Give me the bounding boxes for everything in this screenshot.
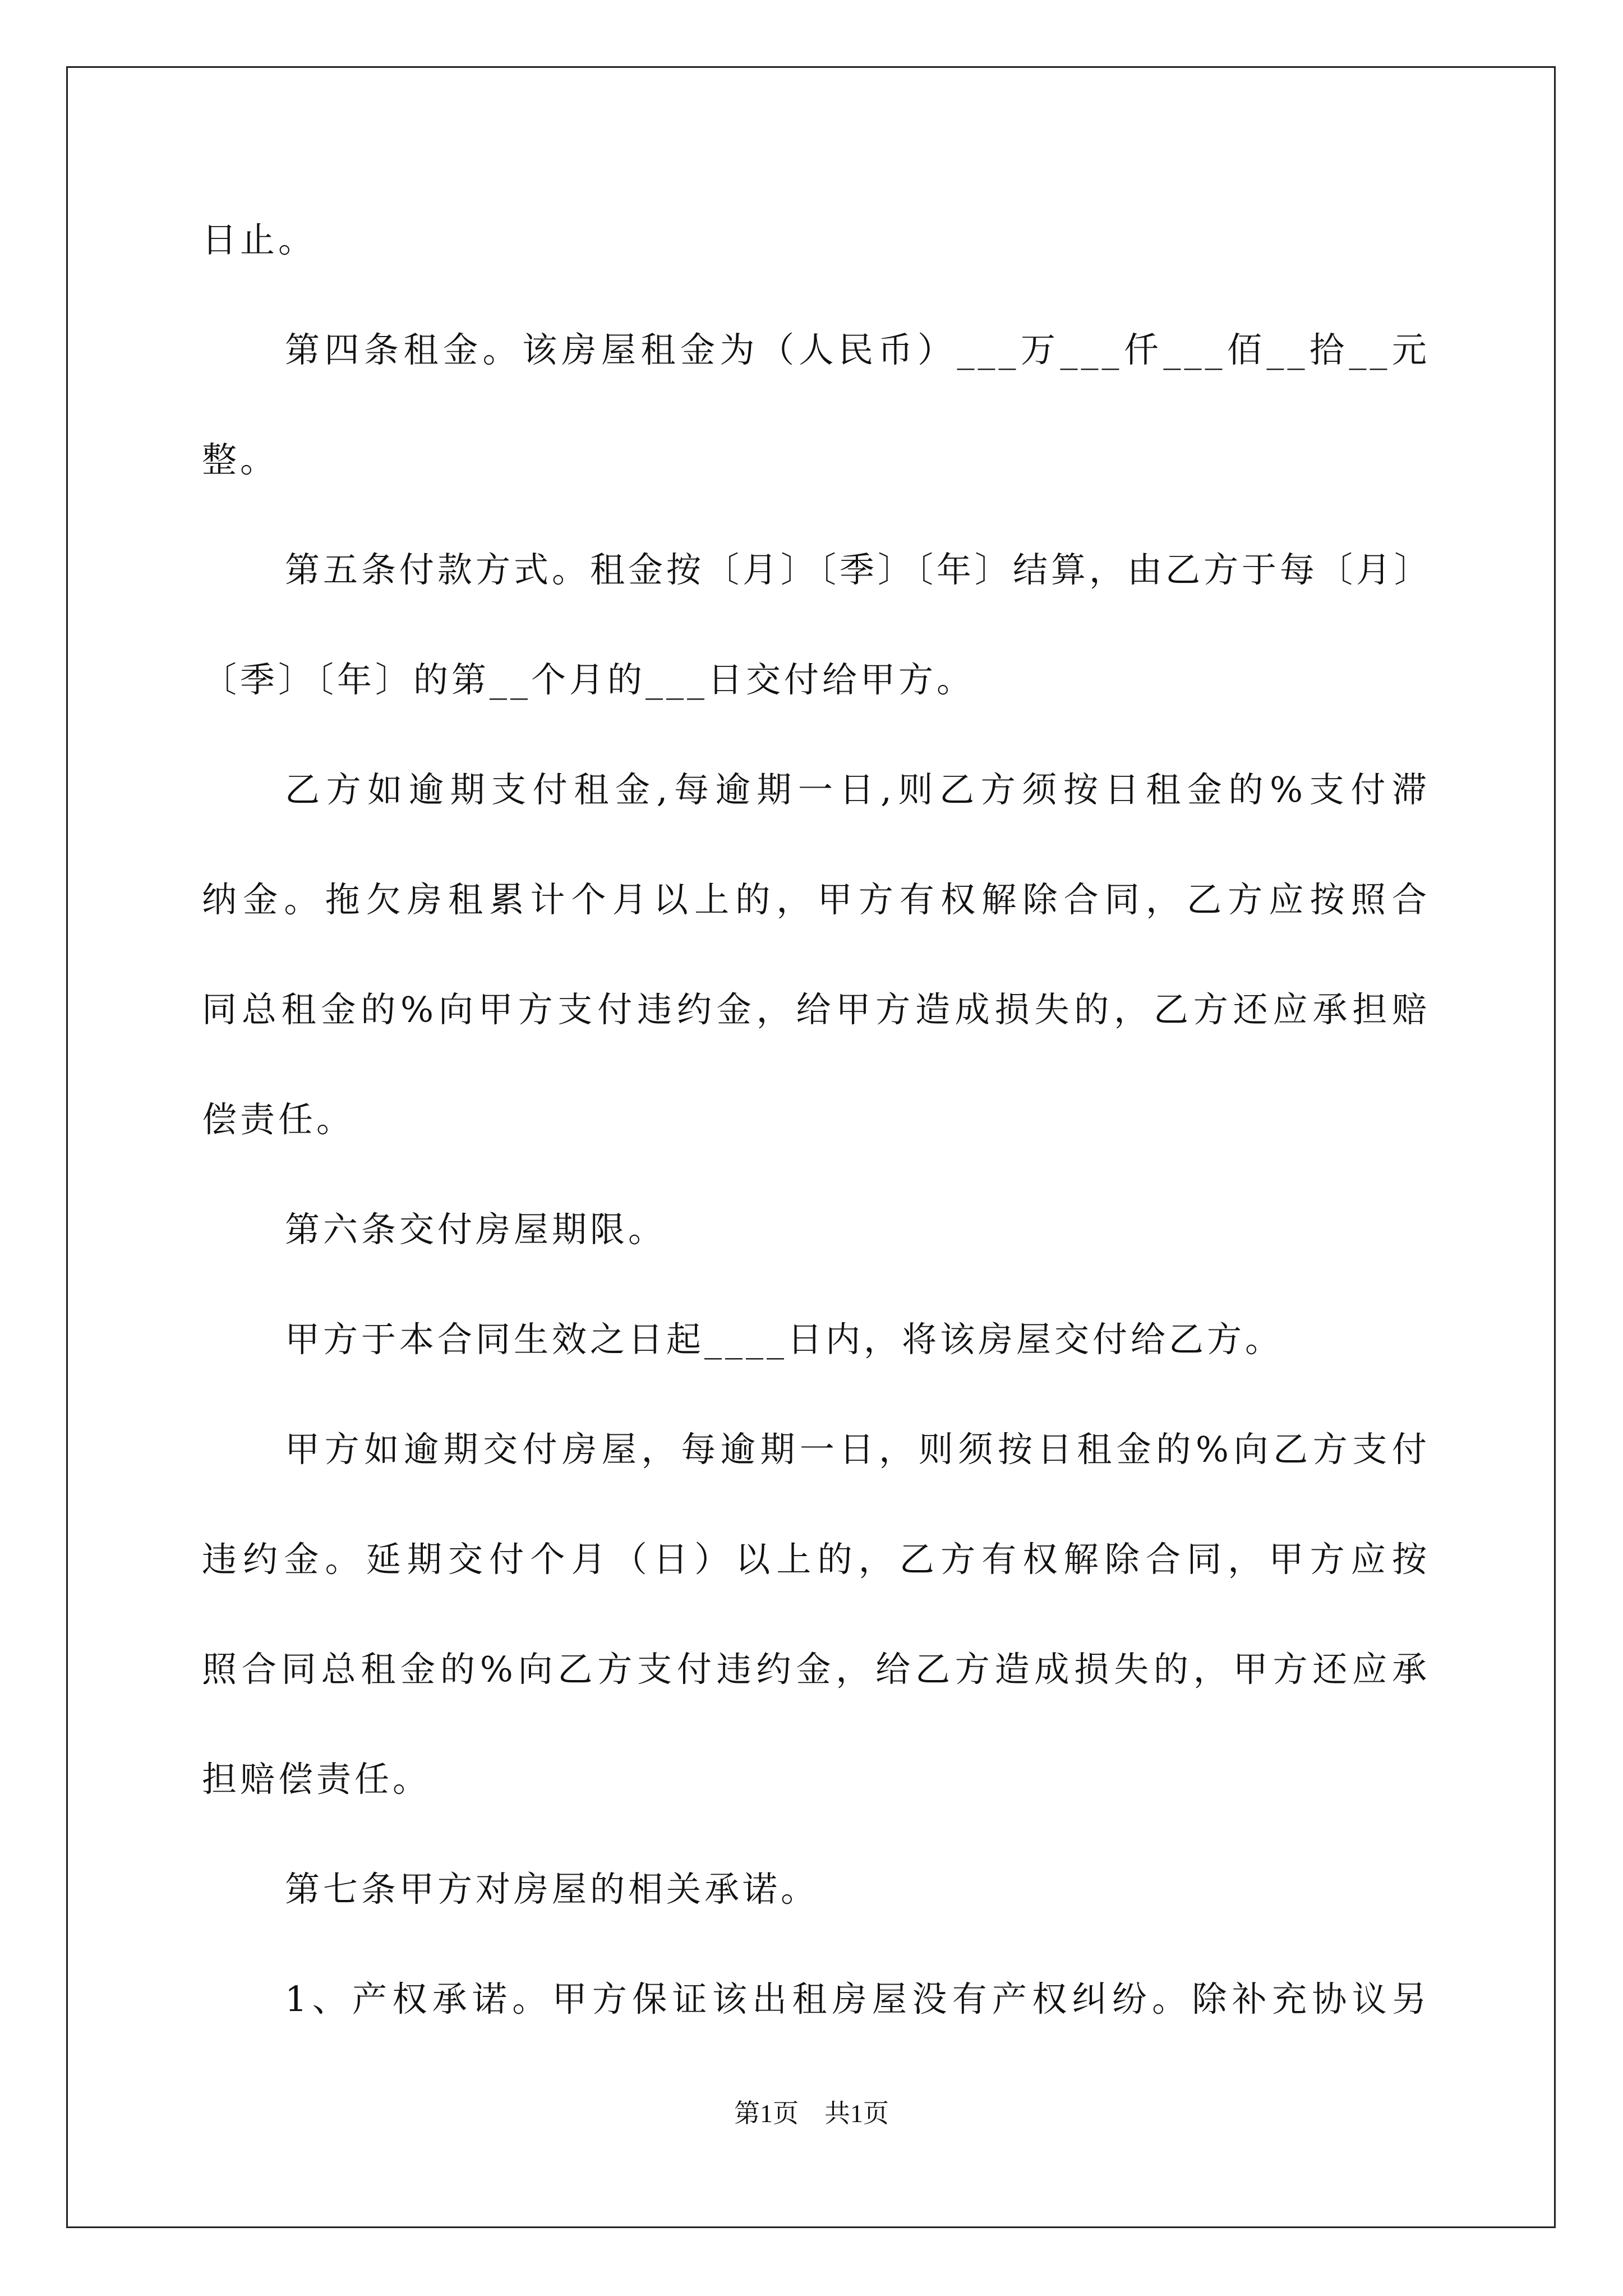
- text-line: 〔季〕〔年〕的第__个月的___日交付给甲方。: [202, 659, 975, 700]
- text-line: 第五条付款方式。租金按〔月〕〔季〕〔年〕结算，由乙方于每〔月〕: [285, 549, 1433, 590]
- text-line: 同总租金的%向甲方支付违约金，给甲方造成损失的，乙方还应承担赔: [202, 989, 1430, 1030]
- text-line: 照合同总租金的%向乙方支付违约金，给乙方造成损失的，甲方还应承: [202, 1649, 1430, 1690]
- text-line: 偿责任。: [202, 1099, 355, 1140]
- text-line: 纳金。拖欠房租累计个月以上的，甲方有权解除合同，乙方应按照合: [202, 879, 1430, 920]
- text-line: 第七条甲方对房屋的相关承诺。: [285, 1869, 819, 1910]
- text-line: 第六条交付房屋期限。: [285, 1209, 667, 1250]
- text-line: 1、产权承诺。甲方保证该出租房屋没有产权纠纷。除补充协议另: [285, 1978, 1430, 2019]
- text-line: 甲方于本合同生效之日起____日内，将该房屋交付给乙方。: [285, 1319, 1284, 1360]
- page-number-footer: 第1页 共1页: [734, 2099, 889, 2128]
- text-line: 乙方如逾期支付租金,每逾期一日,则乙方须按日租金的%支付滞: [285, 769, 1430, 810]
- text-line: 整。: [202, 439, 279, 480]
- text-line: 第四条租金。该房屋租金为（人民币）___万___仟___佰__拾__元: [285, 329, 1430, 370]
- text-line: 甲方如逾期交付房屋，每逾期一日，则须按日租金的%向乙方支付: [285, 1429, 1430, 1470]
- text-line: 担赔偿责任。: [202, 1759, 431, 1800]
- text-line: 违约金。延期交付个月（日）以上的，乙方有权解除合同，甲方应按: [202, 1539, 1430, 1580]
- text-line: 日止。: [202, 219, 317, 260]
